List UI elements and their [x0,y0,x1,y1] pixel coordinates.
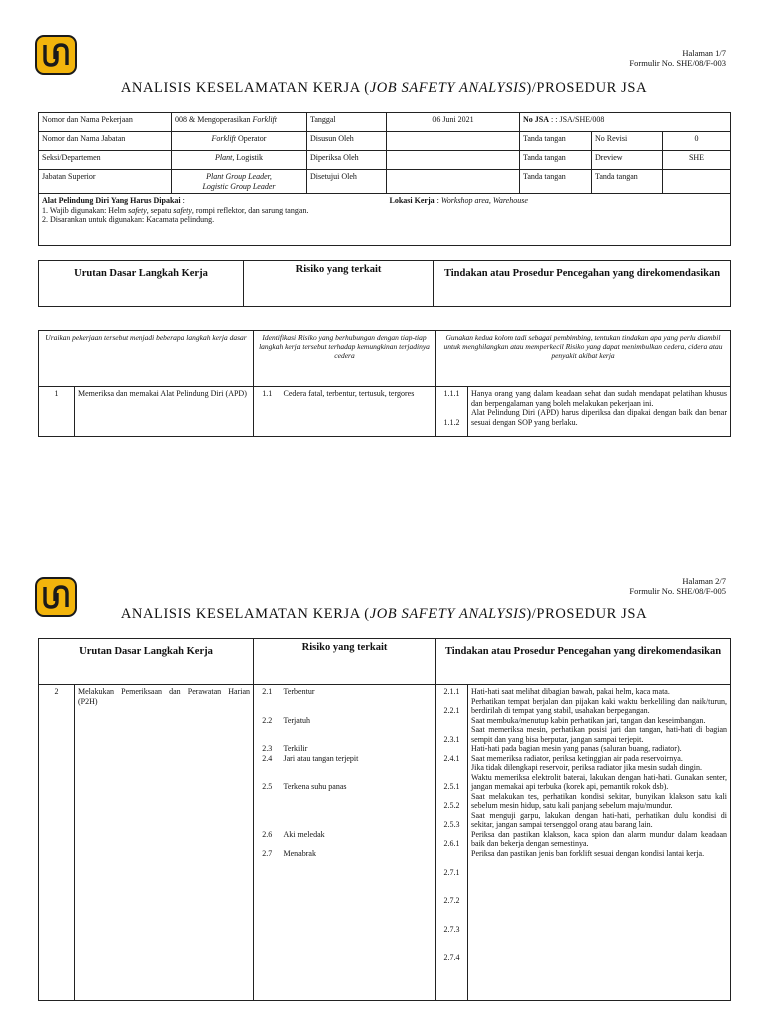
document-title: ANALISIS KESELAMATAN KERJA (JOB SAFETY ANALYSIS)/PROSEDUR JSA [120,606,648,622]
action-line: Saat membuka/menutup kabin perhatikan jari, tangan dan keseimbangan. [471,715,706,725]
checked-by-label: Diperiksa Oleh [307,151,387,170]
header-steps: Urutan Dasar Langkah Kerja [39,639,254,685]
action-number: 2.1.1 [443,687,460,696]
risk-number: 2.6 [262,829,273,839]
action-numbers [436,685,468,1001]
action-number: 2.7.1 [443,867,460,877]
action-number: 2.5.3 [443,820,460,829]
risk-number: 2.4 [262,753,273,763]
action-number: 2.2.1 [443,706,460,715]
action-line: Hati-hati saat melihat dibagian bawah, pakai helm, kaca mata. [471,687,670,696]
date-label: Tanggal [307,113,387,132]
jsa-number: No JSA : : JSA/SHE/008 [520,113,731,132]
action-number: 2.7.2 [443,896,460,905]
header-actions: Tindakan atau Prosedur Pencegahan yang direkomendasikan [436,639,731,685]
action-line: Saat memeriksa mesin, perhatikan posisi jari dan tangan, hati-hati di bagian sempit dan yang bisa berputar, jangan sampai terjepit. [471,725,728,744]
action-number: 2.6.1 [443,839,460,848]
risk-text: Menabrak [283,848,316,858]
risk-text: Terkena suhu panas [283,782,347,791]
action-number: 2.7.3 [443,924,460,934]
ppe-section: Alat Pelindung Diri Yang Harus Dipakai : 1. Wajib digunakan: Helm safety, sepatu safety, rompi reflektor, dan sarung tangan. 2. Disarankan untuk digunakan: Kacamata pelindung. [39,194,387,246]
action-number [439,830,464,840]
jsa-table-page2 [38,638,731,1001]
header-risks: Risiko yang terkait [244,261,434,307]
step-text: Memeriksa dan memakai Alat Pelindung Diri (APD) [75,387,254,437]
action-number [439,716,464,726]
review-value: SHE [663,151,731,170]
page-2 [0,562,768,1024]
approved-by-value [387,170,520,194]
risk-texts [281,685,436,1001]
risk-number: 1.1 [254,387,281,437]
page-1 [0,0,768,500]
column-header-table [38,260,731,307]
table-row [39,387,731,437]
action-number [439,773,464,783]
table-row [39,685,731,1001]
action-number [439,849,464,859]
risk-text: Terbentur [283,687,315,696]
prepared-by-value [387,132,520,151]
header-risks: Risiko yang terkait [254,639,436,685]
document-title: ANALISIS KESELAMATAN KERJA (JOB SAFETY ANALYSIS)/PROSEDUR JSA [120,80,648,96]
action-line: Saat melakukan tes, perhatikan kondisi sekitar, bunyikan klakson satu kali sebelum mesin hidup, satu kali panjang sebelum maju/mundur. [471,791,728,810]
action-number: 2.5.1 [443,782,460,791]
action-number [439,744,464,754]
guide-risks: Identifikasi Risiko yang berhubungan dengan tiap-tiap langkah kerja tersebut terhadap kemungkinan terjadinya cedera [254,331,436,387]
company-logo [35,35,77,75]
action-number [439,811,464,821]
action-line: Periksa dan pastikan klakson, kaca spion dan alarm mundur dalam keadaan baik dan bekerja dengan semestinya. [471,829,728,848]
jsa-table-page1 [38,330,731,437]
risk-number: 2.3 [262,744,273,753]
action-number [439,725,464,735]
action-number: 2.5.2 [443,801,460,810]
job-name-value: 008 & Mengoperasikan Forklift [172,113,307,132]
risk-number: 2.7 [262,848,273,858]
page-gap [0,500,768,562]
review-label: Dreview [592,151,663,170]
action-line: Saat memeriksa radiator, periksa ketinggian air pada reservoirnya. [471,753,683,763]
signature-label: Tanda tangan [520,170,592,194]
step-number: 1 [39,387,75,437]
document-meta [629,576,726,596]
signature-label: Tanda tangan [520,151,592,170]
step-text: Melakukan Pemeriksaan dan Perawatan Harian (P2H) [75,685,254,1001]
risk-text: Cedera fatal, terbentur, tertusuk, tergores [281,387,436,437]
position-label: Nomor dan Nama Jabatan [39,132,172,151]
action-number [439,792,464,802]
guide-actions: Gunakan kedua kolom tadi sebagai pembimbing, tentukan tindakan apa yang perlu diambil untuk menghilangkan atau memperkecil Risiko yang dapat menimbulkan cedera, cidera atau penyakit akibat kerja [436,331,731,387]
prepared-by-label: Disusun Oleh [307,132,387,151]
superior-value: Plant Group Leader, Logistic Group Leader [172,170,307,194]
risk-numbers [254,685,281,1001]
position-value: Forklift Operator [172,132,307,151]
action-number [439,934,464,944]
signature-label-2: Tanda tangan [592,170,663,194]
approved-by-label: Disetujui Oleh [307,170,387,194]
risk-number: 2.2 [262,715,273,725]
signature-label: Tanda tangan [520,132,592,151]
guide-steps: Uraikan pekerjaan tersebut menjadi beberapa langkah kerja dasar [39,331,254,387]
action-number [439,877,464,887]
action-line: Perhatikan tempat berjalan dan pijakan kaki waktu berkeliling dan naik/turun, berdirilah di tempat yang stabil, usahakan berpegangan. [471,696,728,715]
page-number: Halaman 1/7 [682,48,726,58]
risk-text: Jari atau tangan terjepit [283,753,359,763]
checked-by-value [387,151,520,170]
action-number [439,906,464,916]
action-number [439,944,464,954]
action-number [439,915,464,925]
action-text [468,685,731,1001]
department-label: Seksi/Departemen [39,151,172,170]
action-number: 2.4.1 [443,753,460,763]
action-number [439,887,464,897]
action-number [439,697,464,707]
form-number: Formulir No. SHE/08/F-005 [629,586,726,596]
department-value: Plant, Logistik [172,151,307,170]
risk-number: 2.5 [262,782,273,791]
step-number: 2 [39,685,75,1001]
action-text: Hanya orang yang dalam keadaan sehat dan sudah mendapat pelatihan khusus dan berpengalaman yang boleh melakukan pekerjaan ini. Alat Pelindung Diri (APD) harus diperiksa dan dipakai dengan baik dan benar sesuai dengan SOP yang berlaku. [468,387,731,437]
date-value: 06 Juni 2021 [387,113,520,132]
header-actions: Tindakan atau Prosedur Pencegahan yang direkomendasikan [434,261,731,307]
revision-value: 0 [663,132,731,151]
action-number: 2.7.4 [443,953,460,962]
revision-label: No Revisi [592,132,663,151]
action-line: Hati-hati pada bagian mesin yang panas (saluran buang, radiator). [471,744,682,753]
action-line: Periksa dan pastikan jenis ban forklift sesuai dengan kondisi lantai kerja. [471,848,705,858]
superior-label: Jabatan Superior [39,170,172,194]
action-numbers: 1.1.1 1.1.2 [436,387,468,437]
risk-text: Terjatuh [283,715,311,725]
job-name-label: Nomor dan Nama Pekerjaan [39,113,172,132]
action-line: Jika tidak dilengkapi reservoir, periksa radiator jika mesin sudah dingin. [471,763,702,772]
action-line: Waktu memeriksa elektrolit baterai, lakukan dengan hati-hati. Gunakan senter, jangan memakai api terbuka (korek api, pemantik rokok dsb). [471,772,728,791]
page-number: Halaman 2/7 [682,576,726,586]
risk-number: 2.1 [262,687,273,696]
job-info-table [38,112,731,246]
work-location: Lokasi Kerja : Workshop area, Warehouse [387,194,731,246]
risk-text: Aki meledak [283,829,325,839]
document-meta [629,48,726,68]
risk-text: Terkilir [283,744,308,753]
header-steps: Urutan Dasar Langkah Kerja [39,261,244,307]
action-line: Saat menguji garpu, lakukan dengan hati-hati, perhatikan dulu kondisi di sekitar, jangan sampai tersenggol orang atau barang lain. [471,810,728,829]
action-number: 2.3.1 [443,734,460,744]
action-number [439,763,464,773]
action-number [439,858,464,868]
form-number: Formulir No. SHE/08/F-003 [629,58,726,68]
